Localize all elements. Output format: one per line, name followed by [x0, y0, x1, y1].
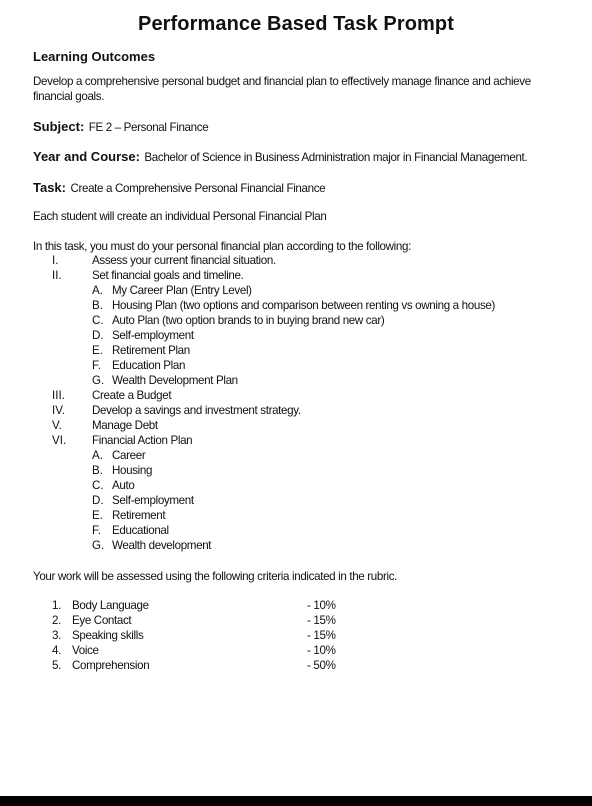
year-course-label: Year and Course: [33, 149, 140, 164]
goal-text: Retirement Plan [112, 344, 190, 357]
action-text: Educational [112, 524, 169, 537]
goal-letter: C. [92, 314, 104, 327]
action-letter: B. [92, 464, 103, 477]
step-text: Set financial goals and timeline. [92, 269, 244, 282]
step-number: V. [52, 419, 62, 432]
goal-text: My Career Plan (Entry Level) [112, 284, 252, 297]
criteria-weight: - 15% [307, 614, 336, 627]
year-course-value: Bachelor of Science in Business Administration major in Financial Management. [144, 151, 528, 164]
criteria-number: 1. [52, 599, 61, 612]
page-title: Performance Based Task Prompt [138, 13, 454, 35]
task-label: Task: [33, 180, 66, 195]
step-text: Create a Budget [92, 389, 172, 402]
subject-label: Subject: [33, 119, 85, 134]
criteria-name: Comprehension [72, 659, 150, 672]
step-number: VI. [52, 434, 67, 447]
criteria-weight: - 50% [307, 659, 336, 672]
task-value: Create a Comprehensive Personal Financial Finance [70, 182, 326, 195]
learning-outcomes-line-1: Develop a comprehensive personal budget and financial plan to effectively manage finance and achieve [33, 75, 531, 88]
criteria-name: Voice [72, 644, 99, 657]
action-letter: G. [92, 539, 105, 552]
goal-letter: G. [92, 374, 105, 387]
goal-text: Auto Plan (two option brands to in buying brand new car) [112, 314, 385, 327]
learning-outcomes-heading: Learning Outcomes [33, 49, 156, 64]
criteria-weight: - 10% [307, 644, 336, 657]
learning-outcomes-line-2: financial goals. [33, 90, 105, 103]
bottom-border-bar [0, 796, 592, 806]
task-line [33, 179, 325, 197]
goal-letter: F. [92, 359, 102, 372]
action-letter: D. [92, 494, 104, 507]
criteria-name: Speaking skills [72, 629, 144, 642]
step-number: IV. [52, 404, 66, 417]
criteria-number: 3. [52, 629, 61, 642]
year-course-line [33, 148, 527, 166]
criteria-weight: - 10% [307, 599, 336, 612]
criteria-number: 4. [52, 644, 61, 657]
action-text: Auto [112, 479, 135, 492]
step-text: Develop a savings and investment strategy. [92, 404, 301, 417]
criteria-weight: - 15% [307, 629, 336, 642]
action-letter: F. [92, 524, 102, 537]
each-student-text: Each student will create an individual Personal Financial Plan [33, 210, 327, 223]
goal-text: Wealth Development Plan [112, 374, 238, 387]
criteria-number: 2. [52, 614, 61, 627]
subject-line [33, 118, 208, 136]
step-text: Financial Action Plan [92, 434, 193, 447]
action-text: Self-employment [112, 494, 194, 507]
subject-value: FE 2 – Personal Finance [88, 121, 209, 134]
action-text: Wealth development [112, 539, 212, 552]
goal-letter: A. [92, 284, 103, 297]
task-intro-text: In this task, you must do your personal financial plan according to the following: [33, 240, 411, 253]
goal-letter: B. [92, 299, 103, 312]
assessment-intro-text: Your work will be assessed using the following criteria indicated in the rubric. [33, 570, 398, 583]
step-text: Assess your current financial situation. [92, 254, 276, 267]
goal-text: Self-employment [112, 329, 194, 342]
criteria-number: 5. [52, 659, 61, 672]
action-text: Housing [112, 464, 153, 477]
action-letter: A. [92, 449, 103, 462]
step-number: I. [52, 254, 59, 267]
action-text: Retirement [112, 509, 166, 522]
goal-text: Education Plan [112, 359, 186, 372]
goal-letter: E. [92, 344, 103, 357]
criteria-name: Body Language [72, 599, 149, 612]
criteria-name: Eye Contact [72, 614, 132, 627]
step-number: II. [52, 269, 62, 282]
goal-text: Housing Plan (two options and comparison between renting vs owning a house) [112, 299, 495, 312]
action-text: Career [112, 449, 146, 462]
goal-letter: D. [92, 329, 104, 342]
step-number: III. [52, 389, 65, 402]
action-letter: E. [92, 509, 103, 522]
step-text: Manage Debt [92, 419, 158, 432]
action-letter: C. [92, 479, 104, 492]
